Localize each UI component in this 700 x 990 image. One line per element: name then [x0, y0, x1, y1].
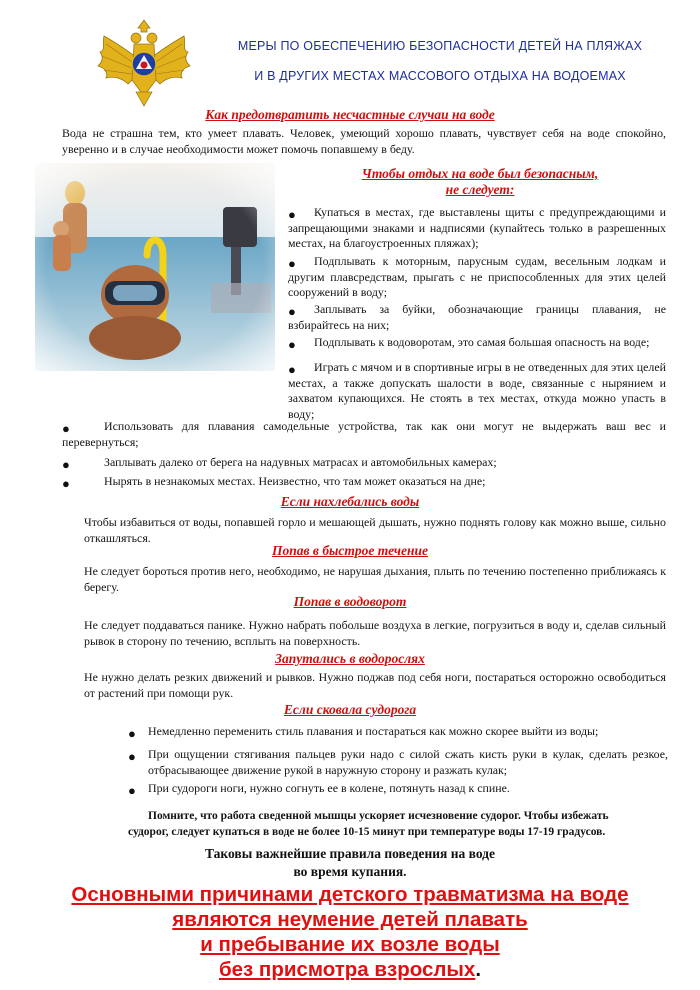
cramp-note: Помните, что работа сведенной мышцы ускоряет исчезновение судорог. Чтобы избежать судорог, следует купаться в воде не более 10-15 минут при температуре воды 17-19 градусов. [128, 810, 609, 838]
choke-text: Чтобы избавиться от воды, попавшей горло и мешающей дышать, нужно поднять голову как можно выше, сильно откашляться. [84, 515, 666, 545]
bullet-icon: ● [128, 749, 136, 764]
closing-line-1: Основными причинами детского травматизма на воде [71, 883, 629, 906]
rest-title-line-1: Чтобы отдых на воде был безопасным, [361, 166, 599, 181]
rules-line-2: во время купания. [293, 864, 407, 879]
children-snorkeling-photo-icon [35, 163, 275, 371]
rest-title-line-2: не следует: [445, 182, 515, 197]
algae-text: Не нужно делать резких движений и рывков. Нужно поджав под себя ноги, постараться осторожно освободиться от растений при помощи рук. [84, 670, 666, 700]
current-text: Не следует бороться против него, необходимо, не нарушая дыхания, плыть по течению постепенно приближаясь к берегу. [84, 564, 666, 594]
bullet-icon: ● [288, 256, 296, 271]
closing-line-4: без присмотра взрослых. [218, 958, 482, 981]
bullet-icon: ● [128, 726, 136, 741]
bullet-icon: ● [62, 476, 70, 491]
choke-title: Если нахлебались воды [280, 494, 420, 509]
header-line-1: МЕРЫ ПО ОБЕСПЕЧЕНИЮ БЕЗОПАСНОСТИ ДЕТЕЙ НА ПЛЯЖАХ [237, 39, 643, 53]
bullet-icon: ● [288, 207, 296, 222]
whirlpool-title: Попав в водоворот [293, 594, 407, 609]
intro-title: Как предотвратить несчастные случаи на воде [205, 107, 495, 122]
bullet-icon: ● [288, 337, 296, 352]
intro-text: Вода не страшна тем, кто умеет плавать. Человек, умеющий хорошо плавать, чувствует себя на воде спокойно, уверенно и в случае необходимости может помочь попавшему в беду. [62, 126, 666, 156]
bullet-icon: ● [62, 457, 70, 472]
bullet-icon: ● [128, 783, 136, 798]
whirlpool-text: Не следует поддаваться панике. Нужно набрать побольше воздуха в легкие, погрузиться в воду и, сделав сильный рывок в сторону по течению, всплыть на поверхность. [84, 618, 666, 648]
mchs-eagle-emblem-icon [92, 14, 196, 110]
algae-title: Запутались в водорослях [275, 651, 425, 666]
header-line-2: И В ДРУГИХ МЕСТАХ МАССОВОГО ОТДЫХА НА ВОДОЕМАХ [254, 69, 626, 83]
bullet-icon: ● [62, 421, 70, 436]
closing-line-3: и пребывание их возле воды [200, 933, 500, 956]
bullet-icon: ● [288, 304, 296, 319]
closing-line-2: являются неумение детей плавать [172, 908, 528, 931]
current-title: Попав в быстрое течение [272, 543, 428, 558]
bullet-icon: ● [288, 362, 296, 377]
cramp-title: Если сковала судорога [283, 702, 417, 717]
rules-line-1: Таковы важнейшие правила поведения на воде [205, 846, 495, 861]
